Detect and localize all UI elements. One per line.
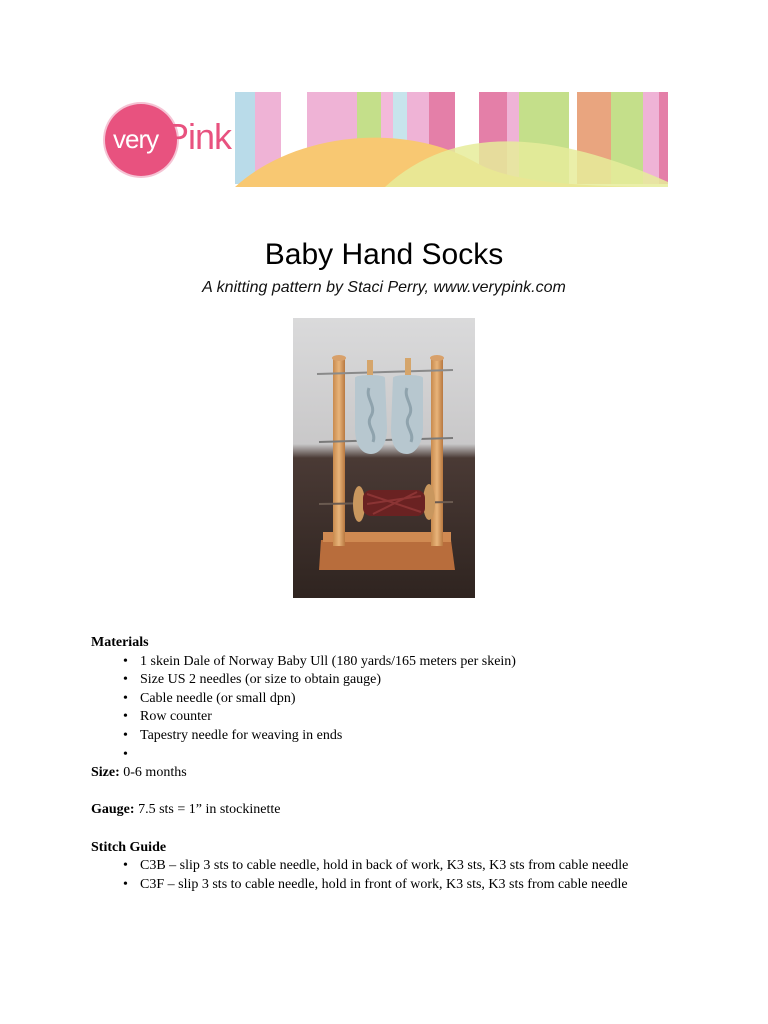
pattern-content — [91, 634, 711, 894]
gauge-value: 7.5 sts = 1” in stockinette — [134, 802, 281, 818]
list-item: • Size US 2 needles (or size to obtain gauge) — [123, 671, 711, 690]
materials-heading: Materials — [91, 635, 149, 650]
logo-very-text: very — [113, 124, 159, 154]
list-item: • Cable needle (or small dpn) — [123, 690, 711, 709]
list-item: • C3F – slip 3 sts to cable needle, hold in front of work, K3 sts, K3 sts from cable needle — [123, 876, 711, 895]
list-item: • C3B – slip 3 sts to cable needle, hold in back of work, K3 sts, K3 sts from cable needle — [123, 857, 711, 876]
mittens-photo — [293, 318, 475, 598]
stitch-guide-list — [91, 857, 711, 894]
banner-hills — [235, 92, 668, 187]
list-item: • 1 skein Dale of Norway Baby Ull (180 yards/165 meters per skein) — [123, 653, 711, 672]
list-item: • Tapestry needle for weaving in ends — [123, 727, 711, 746]
materials-list — [91, 653, 711, 765]
gauge-line — [91, 801, 711, 820]
size-label: Size: — [91, 765, 120, 781]
list-item: • Row counter — [123, 708, 711, 727]
stitch-guide-heading: Stitch Guide — [91, 839, 167, 855]
list-item — [123, 746, 711, 765]
logo-pink-text: Pink — [165, 116, 232, 157]
gauge-label: Gauge: — [91, 802, 135, 818]
size-value: 0-6 months — [119, 765, 187, 781]
document-title: Baby Hand Socks — [264, 238, 504, 271]
header-banner — [92, 92, 668, 187]
size-line — [91, 764, 711, 783]
document-subtitle: A knitting pattern by Staci Perry, www.verypink.com — [202, 279, 566, 296]
verypink-logo — [105, 104, 245, 184]
